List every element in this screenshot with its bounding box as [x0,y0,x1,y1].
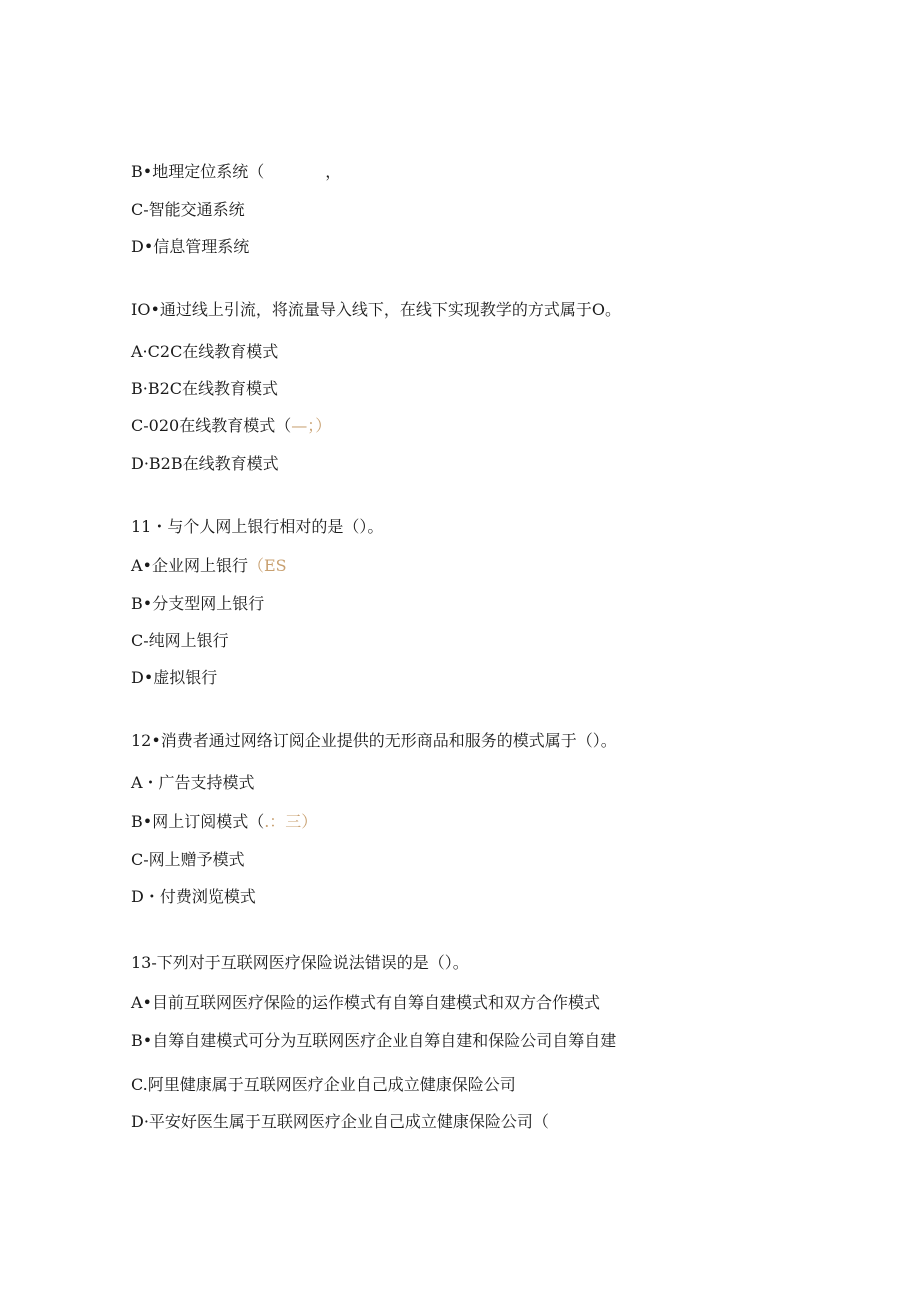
option-d-q10: D·B2B在线教育模式 [131,454,279,473]
faint-mark: .：三） [264,812,318,831]
option-c-q11: C-纯网上银行 [131,631,229,650]
option-a-q10: A·C2C在线教育模式 [131,342,279,361]
option-c-q13: C.阿里健康属于互联网医疗企业自己成立健康保险公司 [131,1075,516,1094]
faint-mark: （ES [248,556,287,575]
question-11: 11・与个人网上银行相对的是（）。 [131,517,384,536]
option-a-q12: A・广告支持模式 [131,773,255,792]
option-d-q9: D•信息管理系统 [131,237,250,256]
faint-mark: —；） [291,416,332,435]
option-b-q13: B•自筹自建模式可分为互联网医疗企业自筹自建和保险公司自筹自建 [131,1031,617,1050]
option-b-q12: B•网上订阅模式（.：三） [131,812,318,831]
option-b-q10: B·B2C在线教育模式 [131,379,279,398]
option-d-q12: D・付费浏览模式 [131,887,256,906]
question-13: 13-下列对于互联网医疗保险说法错误的是（）。 [131,953,469,972]
option-d-q13: D·平安好医生属于互联网医疗企业自己成立健康保险公司（ [131,1112,549,1131]
question-12: 12•消费者通过网络订阅企业提供的无形商品和服务的模式属于（）。 [131,731,617,750]
question-10: IO•通过线上引流，将流量导入线下，在线下实现教学的方式属于O。 [131,300,621,319]
option-c-q9: C-智能交通系统 [131,200,245,219]
option-b-q9: B•地理定位系统（ ， [131,162,342,181]
option-c-q12: C-网上赠予模式 [131,850,245,869]
option-a-q13: A•目前互联网医疗保险的运作模式有自筹自建模式和双方合作模式 [131,993,600,1012]
option-c-q10: C-020在线教育模式（—；） [131,416,332,435]
option-d-q11: D•虚拟银行 [131,668,218,687]
option-b-q11: B•分支型网上银行 [131,594,265,613]
option-a-q11: A•企业网上银行（ES [131,556,287,575]
